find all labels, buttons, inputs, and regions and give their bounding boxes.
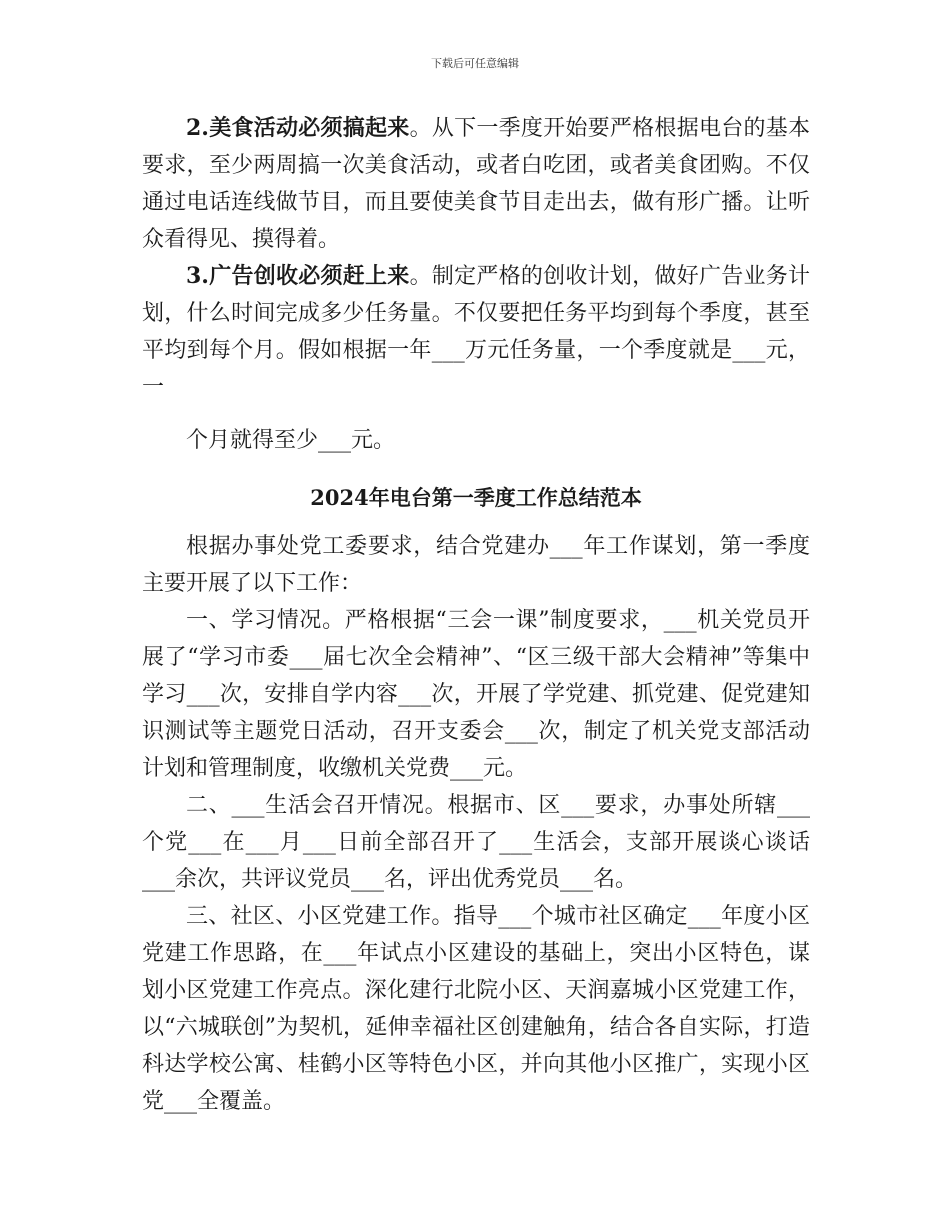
paragraph-intro: 根据办事处党工委要求，结合党建办___年工作谋划，第一季度主要开展了以下工作： bbox=[142, 534, 810, 596]
paragraph-ad-revenue bbox=[142, 258, 810, 406]
paragraph-text: 。制定严格的创收计划，做好广告业务计划，什么时间完成多少任务量。不仅要把任务平均到每个季度，甚至平均到每个月。假如根据一年___万元任务量，一个季度就是___元，一 bbox=[142, 264, 810, 400]
paragraph-study: 一、学习情况。严格根据“三会一课”制度要求，___机关党员开展了“学习市委___届七次全会精神”、“区三级干部大会精神”等集中学习___次，安排自学内容___次，开展了学党建、抓党建、促党建知识测试等主题党日活动，召开支委会___次，制定了机关党支部活动计划和管理制度，收缴机关党费___元。 bbox=[142, 608, 810, 781]
page-header: 下载后可任意编辑 bbox=[431, 57, 519, 70]
section-title: 2024年电台第一季度工作总结范本 bbox=[310, 485, 642, 510]
paragraph-community: 三、社区、小区党建工作。指导___个城市社区确定___年度小区党建工作思路，在___年试点小区建设的基础上，突出小区特色，谋划小区党建工作亮点。深化建行北院小区、天润嘉城小区党建工作，以“六城联创”为契机，延伸幸福社区创建触角，结合各自实际，打造科达学校公寓、桂鹤小区等特色小区，并向其他小区推广，实现小区党___全覆盖。 bbox=[142, 904, 810, 1114]
paragraph-food-activity bbox=[142, 110, 810, 258]
paragraph-heading: 2.美食活动必须搞起来 bbox=[186, 115, 410, 141]
paragraph-heading: 3.广告创收必须赶上来 bbox=[186, 263, 410, 289]
paragraph-meeting: 二、___生活会召开情况。根据市、区___要求，办事处所辖___个党___在___月___日前全部召开了___生活会，支部开展谈心谈话___余次，共评议党员___名，评出优秀党员___名。 bbox=[142, 793, 810, 892]
page-break-gap bbox=[142, 406, 810, 422]
document-body bbox=[142, 110, 810, 1120]
paragraph-text: 。从下一季度开始要严格根据电台的基本要求，至少两周搞一次美食活动，或者白吃团，或者美食团购。不仅通过电话连线做节目，而且要使美食节目走出去，做有形广播。让听众看得见、摸得着。 bbox=[142, 116, 810, 252]
paragraph-ad-revenue-continued: 个月就得至少___元。 bbox=[186, 428, 396, 453]
